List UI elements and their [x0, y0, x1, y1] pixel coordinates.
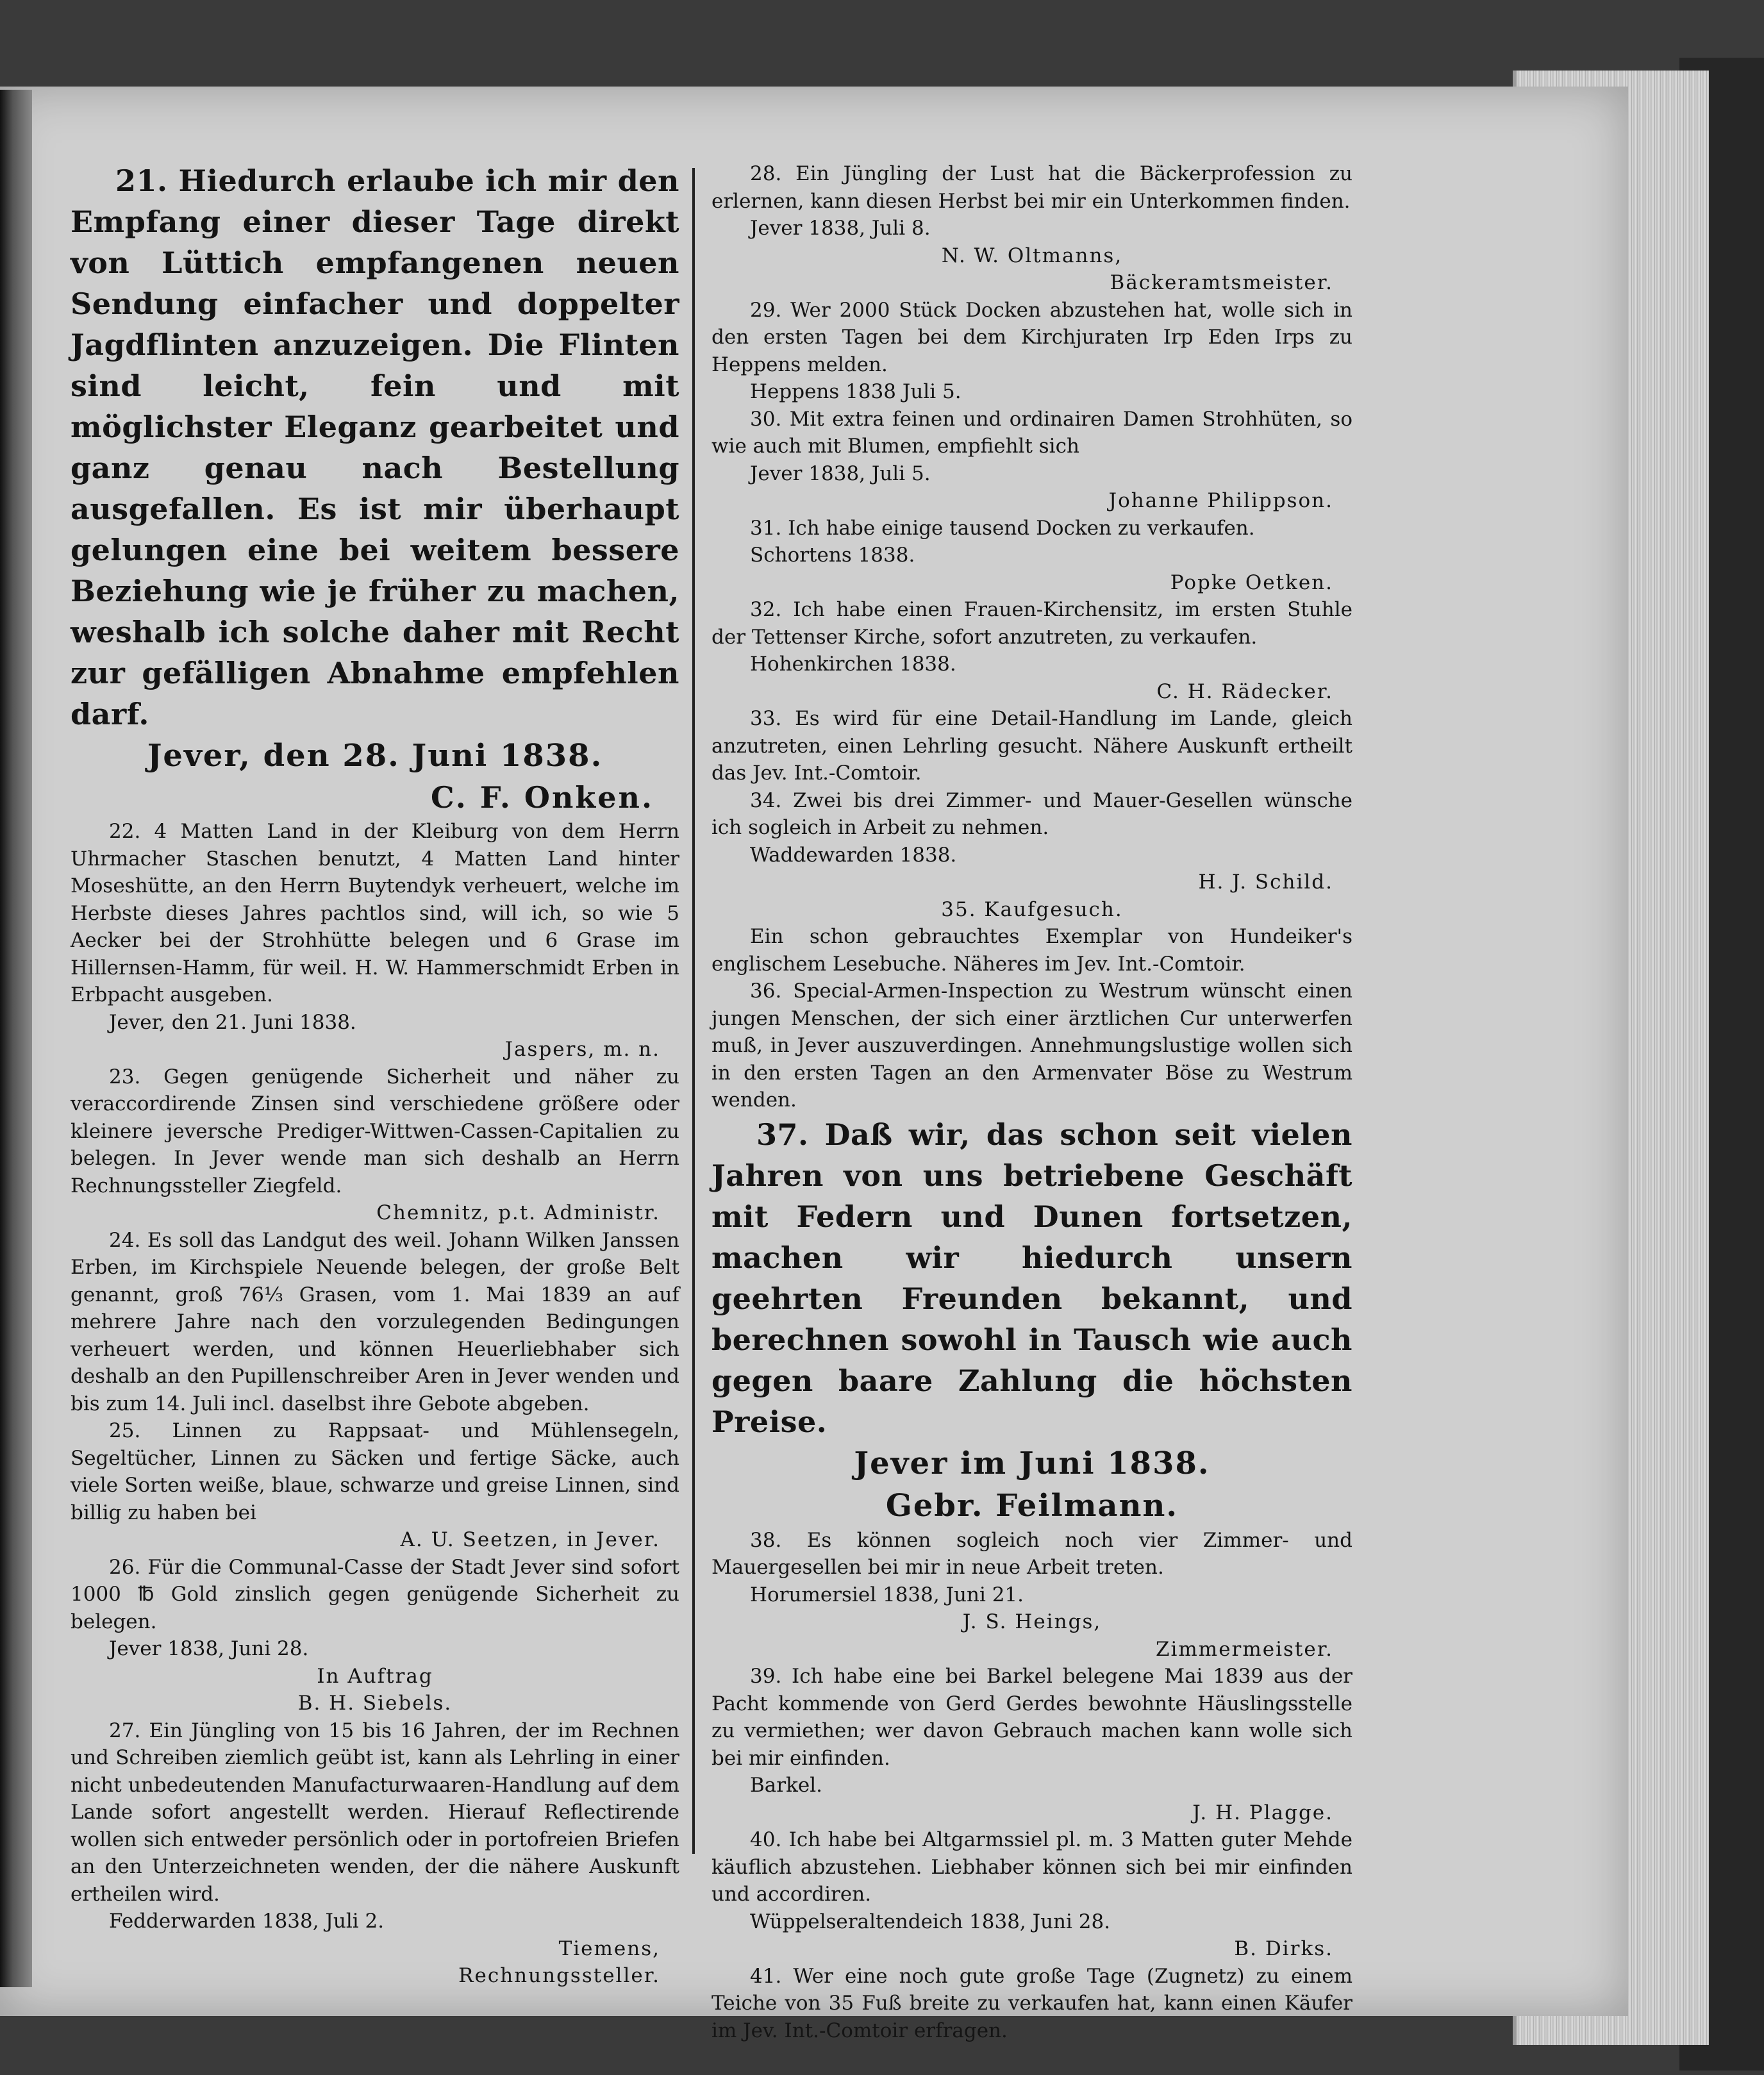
ad-40-signature: B. Dirks. [1234, 1937, 1333, 1960]
ad-30-signature: Johanne Philippson. [1108, 489, 1333, 512]
ad-29-place: Heppens 1838 Juli 5. [750, 380, 961, 403]
ad-27-place: Fedderwarden 1838, Juli 2. [109, 1910, 385, 1933]
ad-34-body: 34. Zwei bis drei Zimmer- und Mauer-Gesellen wünsche ich sogleich in Arbeit zu nehmen. [711, 788, 1352, 839]
ad-22 [71, 818, 679, 1063]
ad-39 [711, 1663, 1352, 1826]
ad-36-body: 36. Special-Armen-Inspection zu Westrum wünscht einen jungen Menschen, der sich einer ärztlichen Cur unterwerfen muß, in Jever auszuverdingen. Annehmungslustige wollen sich in den ersten Tagen an den Armenvater Böse zu Westrum wenden. [711, 979, 1352, 1112]
ad-38 [711, 1527, 1352, 1663]
ad-26-signature-line2: B. H. Siebels. [297, 1692, 453, 1715]
ad-27 [71, 1717, 679, 1990]
ad-35-heading: 35. Kaufgesuch. [941, 897, 1123, 921]
ad-30 [711, 406, 1352, 515]
ad-33 [711, 705, 1352, 787]
ad-25 [71, 1417, 679, 1554]
ad-33-body: 33. Es wird für eine Detail-Handlung im Lande, gleich anzutreten, einen Lehrling gesucht. Nähere Auskunft ertheilt das Jev. Int.-Comtoir. [711, 707, 1352, 785]
ad-22-body: 22. 4 Matten Land in der Kleiburg von dem Herrn Uhrmacher Staschen benutzt, 4 Matten Land hinter Moseshütte, an den Herrn Buytendyk verheuert, welche im Herbste dieses Jahres pachtlos sind, will ich, so wie 5 Aecker bei der Strohhütte belegen und 6 Grase im Hillernsen-Hamm, für weil. H. W. Hammerschmidt Erben in Erbpacht ausgeben. [71, 820, 679, 1006]
ad-37-place: Jever im Juni 1838. [854, 1445, 1210, 1481]
ad-23 [71, 1063, 679, 1227]
ad-25-signature: A. U. Seetzen, in Jever. [400, 1528, 660, 1551]
ad-26-place: Jever 1838, Juni 28. [109, 1637, 309, 1660]
ad-29-body: 29. Wer 2000 Stück Docken abzustehen hat, wolle sich in den ersten Tagen bei dem Kirchjuraten Irp Eden Irps zu Heppens melden. [711, 298, 1352, 376]
ad-23-body: 23. Gegen genügende Sicherheit und näher zu veraccordirende Zinsen sind verschiedene größere oder kleinere jeversche Prediger-Wittwen-Cassen-Capitalien zu belegen. In Jever wende man sich deshalb an Herrn Rechnungssteller Ziegfeld. [71, 1065, 679, 1197]
ad-38-body: 38. Es können sogleich noch vier Zimmer- und Mauergesellen bei mir in neue Arbeit treten. [711, 1528, 1352, 1579]
ad-40-body: 40. Ich habe bei Altgarmssiel pl. m. 3 Matten guter Mehde käuflich abzustehen. Liebhaber können sich bei mir einfinden und accordiren. [711, 1828, 1352, 1906]
ad-26-signature-line1: In Auftrag [317, 1664, 433, 1688]
ad-40-place: Wüppelseraltendeich 1838, Juni 28. [750, 1910, 1111, 1933]
ad-26-body: 26. Für die Communal-Casse der Stadt Jever sind sofort 1000 ℔ Gold zinslich gegen genügende Sicherheit zu belegen. [71, 1555, 679, 1633]
ad-24 [71, 1227, 679, 1418]
ad-32-place: Hohenkirchen 1838. [750, 653, 956, 676]
ad-38-signature-line1: J. S. Heings, [962, 1610, 1102, 1633]
ad-41 [711, 1963, 1352, 2045]
ad-27-signature-line2: Rechnungssteller. [458, 1964, 660, 1987]
ad-38-place: Horumersiel 1838, Juni 21. [750, 1583, 1024, 1606]
ad-22-signature: Jaspers, m. n. [504, 1038, 660, 1061]
book-gutter [0, 90, 32, 1987]
ad-25-body: 25. Linnen zu Rappsaat- und Mühlensegeln, Segeltücher, Linnen zu Säcken und fertige Säcke, auch viele Sorten weiße, blaue, schwarze und greise Linnen, sind billig zu haben bei [71, 1419, 679, 1524]
ad-21-place: Jever, den 28. Juni 1838. [147, 738, 603, 774]
ad-34 [711, 787, 1352, 896]
column-divider [692, 168, 695, 1854]
ad-28-signature-line1: N. W. Oltmanns, [941, 244, 1123, 267]
ad-21-signature: C. F. Onken. [430, 780, 654, 815]
ad-26 [71, 1554, 679, 1717]
ad-32-signature: C. H. Rädecker. [1156, 679, 1333, 703]
ad-32 [711, 596, 1352, 705]
ad-28-body: 28. Ein Jüngling der Lust hat die Bäckerprofession zu erlernen, kann diesen Herbst bei mir ein Unterkommen finden. [711, 162, 1352, 213]
ad-39-place: Barkel. [750, 1774, 822, 1797]
ad-37-body: 37. Daß wir, das schon seit vielen Jahren von uns betriebene Geschäft mit Federn und Dunen fortsetzen, machen wir hiedurch unsern geehrten Freunden bekannt, und berechnen sowohl in Tausch wie auch gegen baare Zahlung die höchsten Preise. [711, 1117, 1352, 1439]
ad-23-signature: Chemnitz, p.t. Administr. [376, 1201, 660, 1224]
ad-36 [711, 978, 1352, 1114]
ad-34-signature: H. J. Schild. [1198, 871, 1333, 894]
ad-21-body: 21. Hiedurch erlaube ich mir den Empfang einer dieser Tage direkt von Lüttich empfangenen neuen Sendung einfacher und doppelter Jagdflinten anzuzeigen. Die Flinten sind leicht, fein und mit möglichster Eleganz gearbeitet und ganz genau nach Bestellung ausgefallen. Es ist mir überhaupt gelungen eine bei weitem bessere Beziehung wie je früher zu machen, weshalb ich solche daher mit Recht zur gefälligen Abnahme empfehlen darf. [71, 163, 679, 731]
ad-34-place: Waddewarden 1838. [750, 843, 957, 867]
ad-30-place: Jever 1838, Juli 5. [750, 462, 931, 485]
ad-21 [71, 160, 679, 818]
ad-30-body: 30. Mit extra feinen und ordinairen Damen Strohhüten, so wie auch mit Blumen, empfiehlt sich [711, 407, 1352, 458]
ad-27-signature-line1: Tiemens, [558, 1937, 660, 1960]
ad-22-place: Jever, den 21. Juni 1838. [109, 1010, 356, 1034]
ad-29 [711, 297, 1352, 406]
right-column [711, 160, 1352, 2044]
ad-41-body: 41. Wer eine noch gute große Tage (Zugnetz) zu einem Teiche von 35 Fuß breite zu verkaufen hat, kann einen Käufer im Jev. Int.-Comtoir erfragen. [711, 1964, 1352, 2042]
ad-27-body: 27. Ein Jüngling von 15 bis 16 Jahren, der im Rechnen und Schreiben ziemlich geübt ist, kann als Lehrling in einer nicht unbedeutenden Manufacturwaaren-Handlung auf dem Lande sofort angestellt werden. Hierauf Reflectirende wollen sich entweder persönlich oder in portofreien Briefen an den Unterzeichneten wenden, der die nähere Auskunft ertheilen wird. [71, 1719, 679, 1906]
ad-28 [711, 160, 1352, 297]
ad-31-signature: Popke Oetken. [1170, 571, 1333, 594]
ad-39-signature: J. H. Plagge. [1192, 1801, 1333, 1824]
left-column [71, 160, 679, 1990]
ad-32-body: 32. Ich habe einen Frauen-Kirchensitz, im ersten Stuhle der Tettenser Kirche, sofort anzutreten, zu verkaufen. [711, 598, 1352, 649]
ad-35 [711, 896, 1352, 978]
ad-31-body: 31. Ich habe einige tausend Docken zu verkaufen. [750, 516, 1255, 540]
ad-24-body: 24. Es soll das Landgut des weil. Johann Wilken Janssen Erben, im Kirchspiele Neuende belegen, der große Belt genannt, groß 76⅓ Grasen, vom 1. Mai 1839 an auf mehrere Jahre nach den vorzulegenden Bedingungen verheuert werden, und können Heuerliebhaber sich deshalb an den Pupillenschreiber Aren in Jever wenden und bis zum 14. Juli incl. daselbst ihre Gebote abgeben. [71, 1228, 679, 1415]
ad-35-body: Ein schon gebrauchtes Exemplar von Hundeiker's englischem Lesebuche. Näheres im Jev. Int.-Comtoir. [711, 925, 1352, 976]
ad-38-signature-line2: Zimmermeister. [1155, 1637, 1333, 1661]
ad-40 [711, 1826, 1352, 1963]
ad-37 [711, 1114, 1352, 1527]
ad-28-place: Jever 1838, Juli 8. [750, 217, 931, 240]
ad-37-signature: Gebr. Feilmann. [885, 1487, 1179, 1524]
ad-31-place: Schortens 1838. [750, 544, 915, 567]
ad-39-body: 39. Ich habe eine bei Barkel belegene Mai 1839 aus der Pacht kommende von Gerd Gerdes bewohnte Häuslingsstelle zu vermiethen; wer davon Gebrauch machen kann wolle sich bei mir einfinden. [711, 1665, 1352, 1770]
ad-31 [711, 515, 1352, 597]
ad-28-signature-line2: Bäckeramtsmeister. [1110, 271, 1333, 294]
